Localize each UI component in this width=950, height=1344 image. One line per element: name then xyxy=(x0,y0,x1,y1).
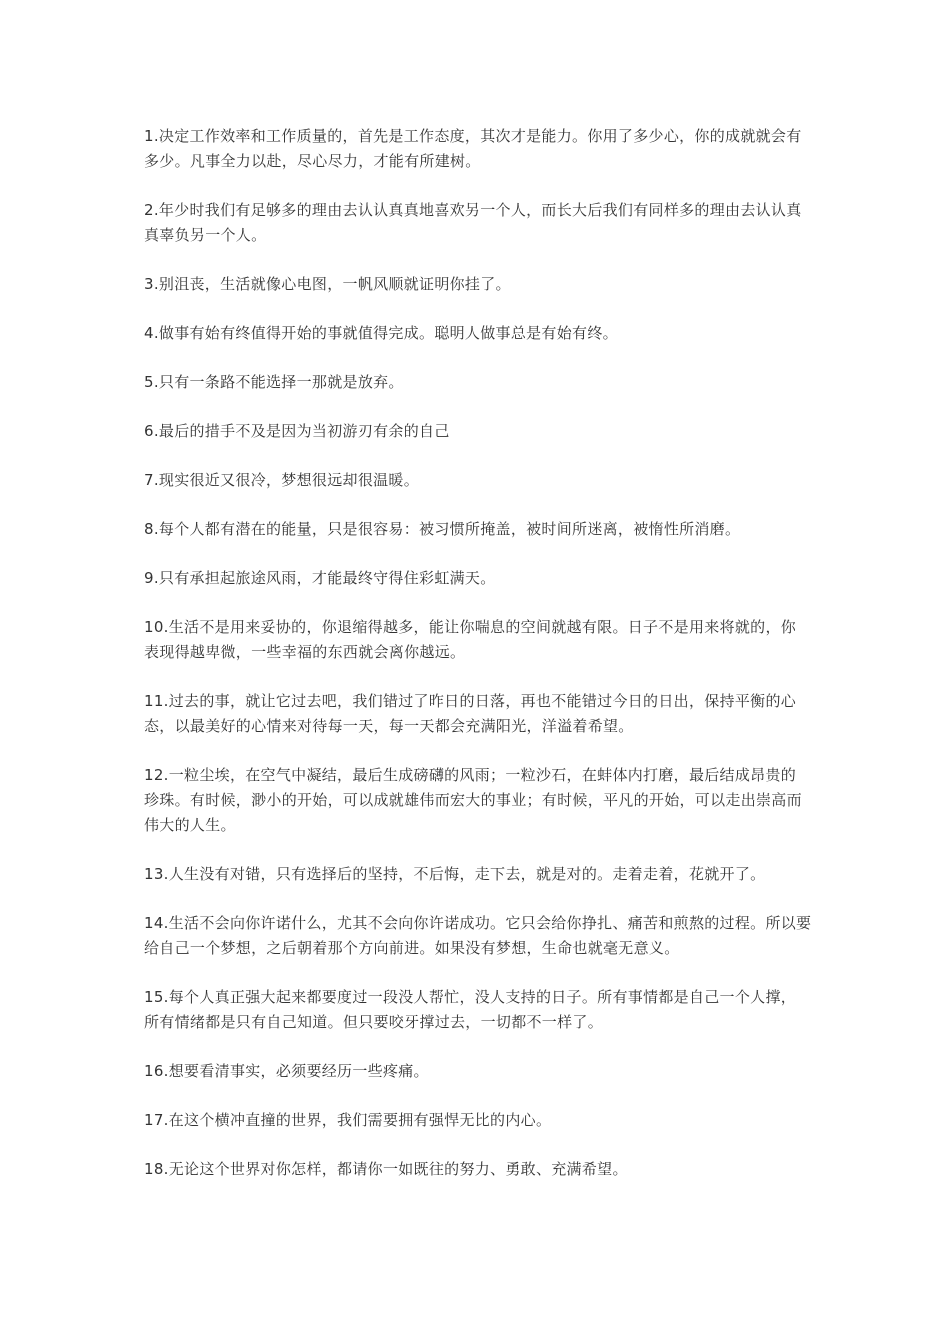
quote-paragraph-15: 15.每个人真正强大起来都要度过一段没人帮忙，没人支持的日子。所有事情都是自己一个人撑，所有情绪都是只有自己知道。但只要咬牙撑过去，一切都不一样了。 xyxy=(144,988,797,1031)
quote-paragraph-9: 9.只有承担起旅途风雨，才能最终守得住彩虹满天。 xyxy=(144,569,496,587)
quote-paragraph-6: 6.最后的措手不及是因为当初游刃有余的自己 xyxy=(144,422,450,440)
quote-paragraph-10: 10.生活不是用来妥协的，你退缩得越多，能让你喘息的空间就越有限。日子不是用来将就的，你表现得越卑微，一些幸福的东西就会离你越远。 xyxy=(144,618,797,661)
quote-paragraph-8: 8.每个人都有潜在的能量，只是很容易：被习惯所掩盖，被时间所迷离，被惰性所消磨。 xyxy=(144,520,741,538)
quote-paragraph-7: 7.现实很近又很冷，梦想很远却很温暖。 xyxy=(144,471,420,489)
quote-paragraph-11: 11.过去的事，就让它过去吧，我们错过了昨日的日落，再也不能错过今日的日出，保持平衡的心态，以最美好的心情来对待每一天，每一天都会充满阳光，洋溢着希望。 xyxy=(144,692,797,735)
quote-paragraph-17: 17.在这个横冲直撞的世界，我们需要拥有强悍无比的内心。 xyxy=(144,1111,552,1129)
quote-paragraph-3: 3.别沮丧，生活就像心电图，一帆风顺就证明你挂了。 xyxy=(144,275,511,293)
quote-paragraph-4: 4.做事有始有终值得开始的事就值得完成。聪明人做事总是有始有终。 xyxy=(144,324,618,342)
quote-paragraph-2: 2.年少时我们有足够多的理由去认认真真地喜欢另一个人，而长大后我们有同样多的理由去认认真真辜负另一个人。 xyxy=(144,201,802,244)
quote-paragraph-16: 16.想要看清事实，必须要经历一些疼痛。 xyxy=(144,1062,429,1080)
quote-paragraph-18: 18.无论这个世界对你怎样，都请你一如既往的努力、勇敢、充满希望。 xyxy=(144,1160,628,1178)
quote-paragraph-14: 14.生活不会向你许诺什么，尤其不会向你许诺成功。它只会给你挣扎、痛苦和煎熬的过程。所以要给自己一个梦想，之后朝着那个方向前进。如果没有梦想，生命也就毫无意义。 xyxy=(144,914,812,957)
quote-paragraph-5: 5.只有一条路不能选择一那就是放弃。 xyxy=(144,373,404,391)
quote-paragraph-12: 12.一粒尘埃，在空气中凝结，最后生成磅礴的风雨；一粒沙石，在蚌体内打磨，最后结成昂贵的珍珠。有时候，渺小的开始，可以成就雄伟而宏大的事业；有时候，平凡的开始，可以走出崇高而伟大的人生。 xyxy=(144,766,802,834)
quote-paragraph-13: 13.人生没有对错，只有选择后的坚持，不后悔，走下去，就是对的。走着走着，花就开了。 xyxy=(144,865,766,883)
document-body xyxy=(144,124,824,1206)
quote-paragraph-1: 1.决定工作效率和工作质量的，首先是工作态度，其次才是能力。你用了多少心，你的成就就会有多少。凡事全力以赴，尽心尽力，才能有所建树。 xyxy=(144,127,802,170)
